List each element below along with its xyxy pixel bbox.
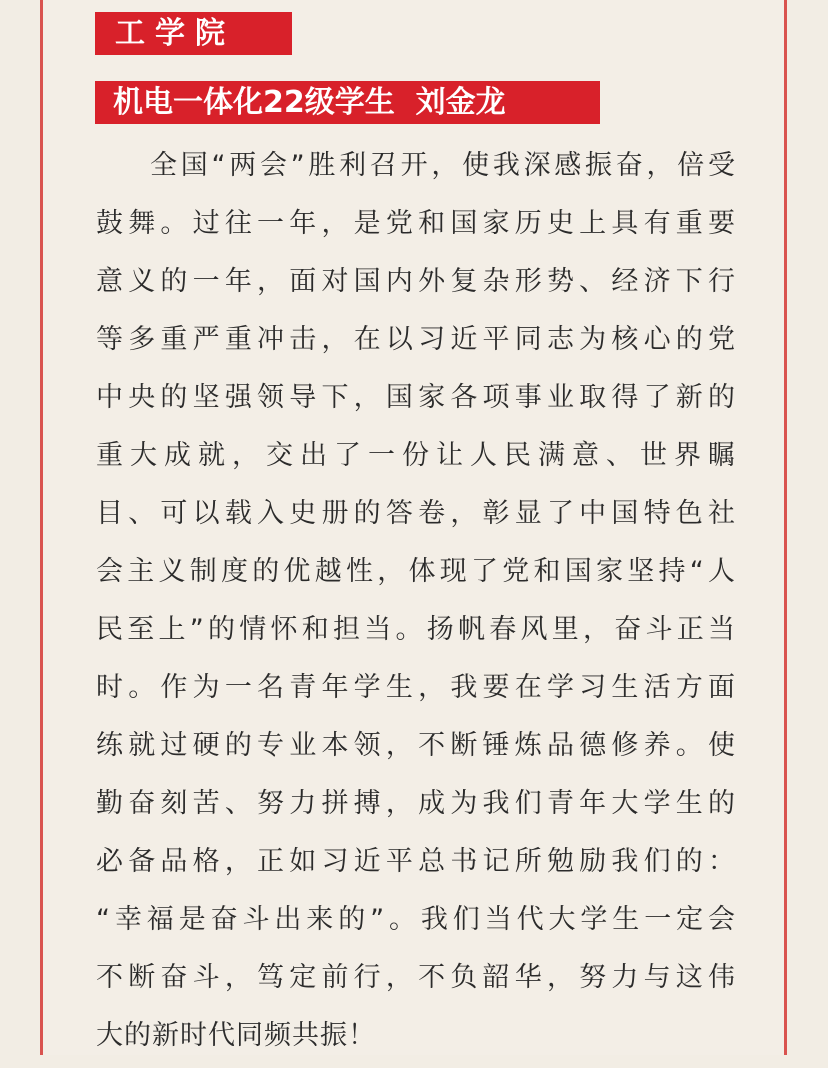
- article-line: 全国“两会”胜利召开，使我深感振奋，倍受: [150, 150, 736, 181]
- article-line: 目、可以载入史册的答卷，彰显了中国特色社: [96, 498, 736, 529]
- article-line: 大的新时代同频共振！: [96, 1020, 376, 1051]
- article-body: [96, 140, 736, 1068]
- right-border-line: [784, 0, 787, 1055]
- article-line: 中央的坚强领导下，国家各项事业取得了新的: [96, 382, 736, 413]
- article-line: 会主义制度的优越性，体现了党和国家坚持“人: [96, 556, 736, 587]
- article-line: 等多重严重冲击，在以习近平同志为核心的党: [96, 324, 736, 355]
- article-line: 鼓舞。过往一年，是党和国家历史上具有重要: [96, 208, 736, 239]
- article-line: 民至上”的情怀和担当。扬帆春风里，奋斗正当: [96, 614, 736, 645]
- article-line: 勤奋刻苦、努力拼搏，成为我们青年大学生的: [96, 788, 736, 819]
- article-line: 时。作为一名青年学生，我要在学习生活方面: [96, 672, 736, 703]
- article-line: 练就过硬的专业本领，不断锤炼品德修养。使: [96, 730, 736, 761]
- article-line: 不断奋斗，笃定前行，不负韶华，努力与这伟: [96, 962, 736, 993]
- student-label: 机电一体化22级学生 刘金龙: [95, 81, 600, 124]
- article-line: 意义的一年，面对国内外复杂形势、经济下行: [96, 266, 736, 297]
- article-line: 必备品格，正如习近平总书记所勉励我们的：: [96, 846, 736, 877]
- article-line: 重大成就，交出了一份让人民满意、世界瞩: [96, 440, 736, 471]
- article-line: “幸福是奋斗出来的”。我们当代大学生一定会: [96, 904, 736, 935]
- school-label: 工学院: [95, 12, 292, 55]
